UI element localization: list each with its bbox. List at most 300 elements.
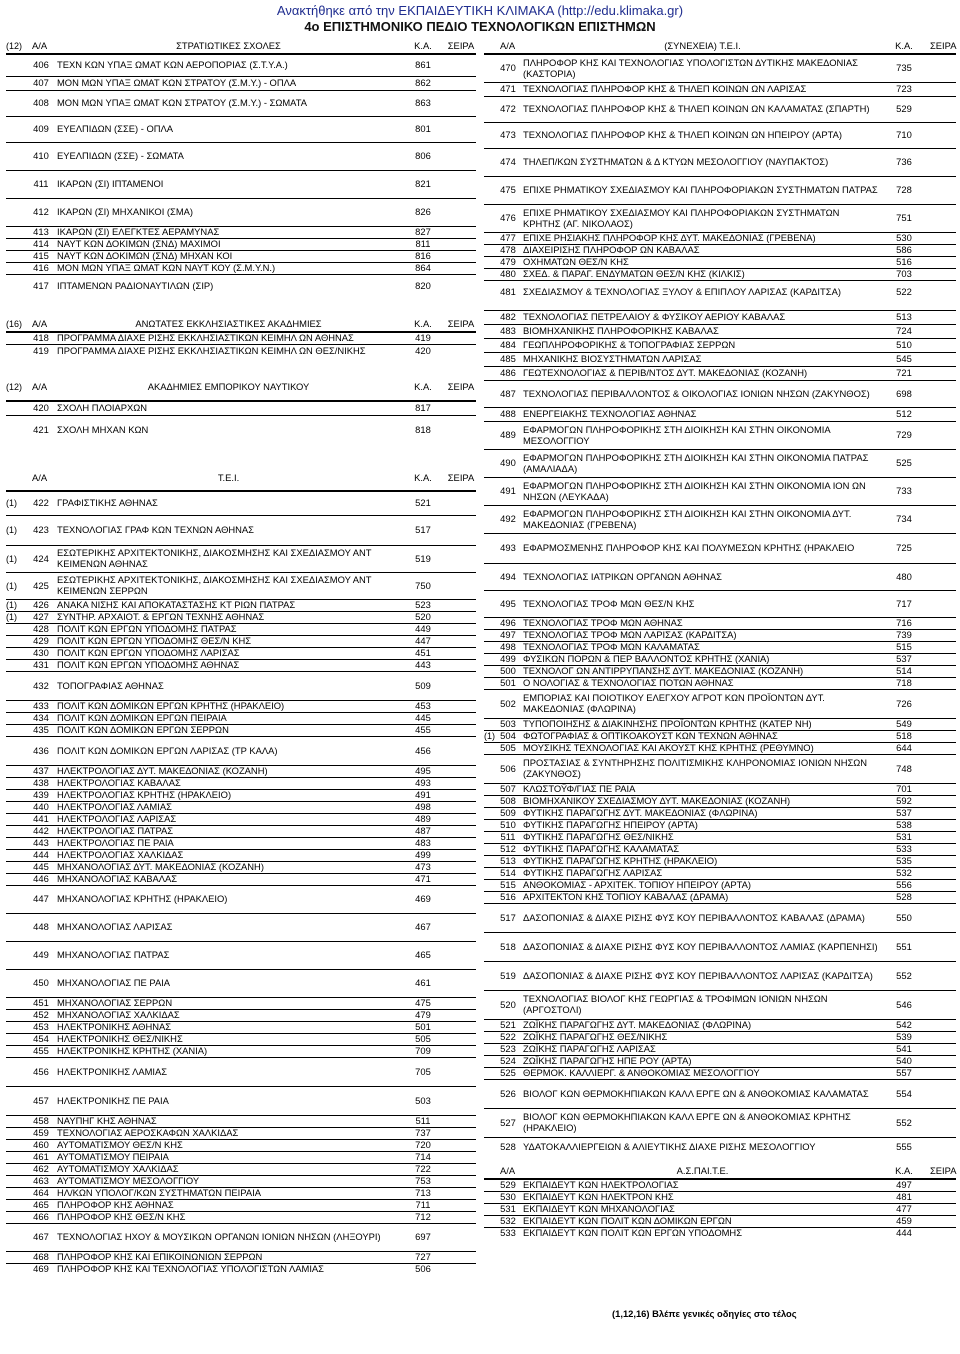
row-code: 503 xyxy=(500,718,516,730)
row-ka-code: 528 xyxy=(896,891,912,903)
row-spacer xyxy=(6,445,476,467)
table-row xyxy=(6,76,476,90)
row-ka-code: 467 xyxy=(415,921,431,933)
row-code: 476 xyxy=(500,212,516,224)
row-ka-code: 520 xyxy=(415,611,431,623)
row-ka-code: 739 xyxy=(896,629,912,641)
row-code: 530 xyxy=(500,1191,516,1203)
row-code: 468 xyxy=(33,1251,49,1263)
row-name: ΠΟΛΙΤ ΚΩΝ ΕΡΓΩΝ ΥΠΟΔΟΜΗΣ ΛΑΡΙΣΑΣ xyxy=(57,648,240,659)
row-code: 464 xyxy=(33,1187,49,1199)
table-row xyxy=(6,611,476,623)
row-note: (16) xyxy=(6,319,23,330)
row-name: ΗΛΕΚΤΡΟΛΟΓΙΑΣ ΠΑΤΡΑΣ xyxy=(57,826,174,837)
row-ka-code: 525 xyxy=(896,457,912,469)
row-name: ΠΛΗΡΟΦΟΡ ΚΗΣ ΚΑΙ ΤΕΧΝΟΛΟΓΙΑΣ ΥΠΟΛΟΓΙΣΤΩΝ ΛΑΜΙΑΣ xyxy=(57,1264,324,1275)
row-code: 461 xyxy=(33,1151,49,1163)
row-code: 502 xyxy=(500,697,516,709)
row-ka-code: 517 xyxy=(415,524,431,536)
row-name: ΜΟΝ ΜΩΝ ΥΠΑΞ ΩΜΑΤ ΚΩΝ ΝΑΥΤ ΚΟΥ (Σ.Μ.Υ.Ν.) xyxy=(57,263,276,274)
row-ka-code: 475 xyxy=(415,997,431,1009)
row-name: ΜΗΧΑΝΟΛΟΓΙΑΣ ΧΑΛΚΙΔΑΣ xyxy=(57,1010,180,1021)
row-code: 525 xyxy=(500,1067,516,1079)
row-ka-code: 726 xyxy=(896,697,912,709)
table-row xyxy=(6,274,476,298)
row-code: 462 xyxy=(33,1163,49,1175)
row-name: ΑΥΤΟΜΑΤΙΣΜΟΥ ΜΕΣΟΛΟΓΓΙΟΥ xyxy=(57,1176,200,1187)
table-row xyxy=(484,855,956,867)
row-ka-code: 538 xyxy=(896,819,912,831)
row-code: 435 xyxy=(33,724,49,736)
row-name: ΜΗΧΑΝΟΛΟΓΙΑΣ ΚΑΒΑΛΑΣ xyxy=(57,874,178,885)
row-ka-code: 750 xyxy=(415,579,431,591)
row-ka-code: 705 xyxy=(415,1065,431,1077)
table-row xyxy=(484,366,956,380)
row-ka-code: 864 xyxy=(415,262,431,274)
row-code: 408 xyxy=(33,97,49,109)
row-ka-code: 511 xyxy=(415,1115,431,1127)
row-ka-code: 451 xyxy=(415,647,431,659)
row-name: ΕΣΩΤΕΡΙΚΗΣ ΑΡΧΙΤΕΚΤΟΝΙΚΗΣ, ΔΙΑΚΟΣΜΗΣΗΣ ΚΑΙ ΣΧΕΔΙΑΣΜΟΥ ΑΝΤ ΚΕΙΜΕΝΩΝ ΣΕΡΡΩΝ xyxy=(57,575,372,596)
row-ka-code: 455 xyxy=(415,724,431,736)
row-name: ΗΛΕΚΤΡΟΝΙΚΗΣ ΚΡΗΤΗΣ (ΧΑΝΙΑ) xyxy=(57,1046,208,1057)
row-series: ΣΕΙΡΑ xyxy=(930,1165,957,1177)
table-row xyxy=(484,232,956,244)
row-ka-code: 737 xyxy=(415,1127,431,1139)
row-spacer xyxy=(6,358,476,375)
row-name: ΜΗΧΑΝΟΛΟΓΙΑΣ ΛΑΡΙΣΑΣ xyxy=(57,922,173,933)
row-name: ΘΕΡΜΟΚ. ΚΑΛΛΙΕΡΓ. & ΑΝΘΟΚΟΜΙΑΣ ΜΕΣΟΛΟΓΓΙΟΥ xyxy=(523,1068,760,1079)
row-spacer xyxy=(6,298,476,318)
table-row xyxy=(484,742,956,754)
table-row xyxy=(6,623,476,635)
table-row xyxy=(484,807,956,819)
row-code: 512 xyxy=(500,843,516,855)
row-name: ΤΕΧΝ ΚΩΝ ΥΠΑΞ ΩΜΑΤ ΚΩΝ ΑΕΡΟΠΟΡΙΑΣ (Σ.Τ.Υ.Α.) xyxy=(57,60,288,71)
row-code: Α/Α xyxy=(500,40,516,52)
row-name: ΜΗΧΑΝΟΛΟΓΙΑΣ ΔΥΤ. ΜΑΚΕΔΟΝΙΑΣ (ΚΟΖΑΝΗ) xyxy=(57,862,264,873)
row-code: 519 xyxy=(500,969,516,981)
row-ka-code: 532 xyxy=(896,867,912,879)
row-code: 482 xyxy=(500,311,516,323)
row-code: 424 xyxy=(33,552,49,564)
table-row xyxy=(6,736,476,765)
row-series: ΣΕΙΡΑ xyxy=(447,40,475,52)
table-row xyxy=(6,801,476,813)
table-row xyxy=(484,421,956,449)
row-code: 442 xyxy=(33,825,49,837)
row-spacer xyxy=(484,1157,956,1165)
row-name: ΣΤΡΑΤΙΩΤΙΚΕΣ ΣΧΟΛΕΣ xyxy=(176,41,281,52)
row-ka-code: 419 xyxy=(415,332,431,344)
row-name: ΤΕΧΝΟΛΟΓ ΩΝ ΑΝΤΙΡΡΥΠΑΝΣΗΣ ΔΥΤ. ΜΑΚΕΔΟΝΙΑΣ (ΚΟΖΑΝΗ) xyxy=(523,666,804,677)
table-row xyxy=(6,54,476,76)
row-code: 446 xyxy=(33,873,49,885)
table-row xyxy=(6,250,476,262)
row-code: 443 xyxy=(33,837,49,849)
table-row xyxy=(6,849,476,861)
row-ka-code: 703 xyxy=(896,268,912,280)
row-ka-code: 586 xyxy=(896,244,912,256)
row-ka-code: 499 xyxy=(415,849,431,861)
row-name: ΤΟΠΟΓΡΑΦΙΑΣ ΑΘΗΝΑΣ xyxy=(57,680,164,691)
row-code: Α/Α xyxy=(32,381,48,393)
table-row xyxy=(484,244,956,256)
row-ka-code: 801 xyxy=(415,123,431,135)
row-note: (1) xyxy=(484,731,495,742)
table-row xyxy=(6,1057,476,1086)
row-name: ΙΚΑΡΩΝ (ΣΙ) ΕΛΕΓΚΤΕΣ ΑΕΡΑΜΥΝΑΣ xyxy=(57,227,220,238)
table-row xyxy=(6,789,476,801)
row-code: 467 xyxy=(33,1231,49,1243)
row-ka-code: 509 xyxy=(415,679,431,691)
row-note: (1) xyxy=(6,600,17,611)
row-name: ΠΛΗΡΟΦΟΡ ΚΗΣ ΑΘΗΝΑΣ xyxy=(57,1200,174,1211)
row-name: ΕΠΙΧΕ ΡΗΜΑΤΙΚΟΥ ΣΧΕΔΙΑΣΜΟΥ ΚΑΙ ΠΛΗΡΟΦΟΡΙΑΚΩΝ ΣΥΣΤΗΜΑΤΩΝ ΠΑΤΡΑΣ xyxy=(523,185,878,196)
row-name: Α.Σ.ΠΑΙ.Τ.Ε. xyxy=(676,1166,729,1177)
row-name: ΤΕΧΝΟΛΟΓΙΑΣ ΠΕΤΡΕΛΑΙΟΥ & ΦΥΣΙΚΟΥ ΑΕΡΙΟΥ ΚΑΒΑΛΑΣ xyxy=(523,312,786,323)
table-row xyxy=(484,477,956,505)
row-name: ΔΑΣΟΠΟΝΙΑΣ & ΔΙΑΧΕ ΡΙΣΗΣ ΦΥΣ ΚΟΥ ΠΕΡΙΒΑΛΛΟΝΤΟΣ ΚΑΒΑΛΑΣ (ΔΡΑΜΑ) xyxy=(523,912,865,923)
row-name: ΣΧΟΛΗ ΜΗΧΑΝ ΚΩΝ xyxy=(57,425,149,436)
row-ka-code: 727 xyxy=(415,1251,431,1263)
table-row xyxy=(484,641,956,653)
row-ka-code: 535 xyxy=(896,855,912,867)
row-code: 523 xyxy=(500,1043,516,1055)
row-name: ΠΡΟΓΡΑΜΜΑ ΔΙΑΧΕ ΡΙΣΗΣ ΕΚΚΛΗΣΙΑΣΤΙΚΩΝ ΚΕΙΜΗΛ ΩΝ ΑΘΗΝΑΣ xyxy=(57,333,354,344)
row-ka-code: 712 xyxy=(415,1211,431,1223)
row-code: 421 xyxy=(33,424,49,436)
row-ka-code: 537 xyxy=(896,807,912,819)
table-row xyxy=(6,969,476,997)
row-ka-code: 710 xyxy=(896,129,912,141)
table-row xyxy=(484,819,956,831)
table-row xyxy=(484,54,956,82)
row-ka-code: 818 xyxy=(415,424,431,436)
table-row xyxy=(6,1251,476,1263)
row-name: ΖΩΪΚΗΣ ΠΑΡΑΓΩΓΗΣ ΛΑΡΙΣΑΣ xyxy=(523,1044,656,1055)
row-ka-code: 465 xyxy=(415,949,431,961)
row-code: 430 xyxy=(33,647,49,659)
row-code: 425 xyxy=(33,579,49,591)
row-name: ΑΡΧΙΤΕΚΤΟΝ ΚΗΣ ΤΟΠΙΟΥ ΚΑΒΑΛΑΣ (ΔΡΑΜΑ) xyxy=(523,892,729,903)
row-ka-code: 459 xyxy=(896,1215,912,1227)
table-row xyxy=(484,730,956,742)
table-row xyxy=(6,724,476,736)
table-row xyxy=(6,873,476,885)
row-code: 509 xyxy=(500,807,516,819)
table-row xyxy=(484,795,956,807)
table-row xyxy=(484,677,956,689)
row-note: (12) xyxy=(6,382,23,393)
row-name: ΤΥΠΟΠΟΙΗΣΗΣ & ΔΙΑΚΙΝΗΣΗΣ ΠΡΟΪΟΝΤΩΝ ΚΡΗΤΗΣ (ΚΑΤΕΡ ΝΗ) xyxy=(523,719,812,730)
row-name: ΜΗΧΑΝΟΛΟΓΙΑΣ ΠΕ ΡΑΙΑ xyxy=(57,978,171,989)
row-code: 451 xyxy=(33,997,49,1009)
row-ka-code: 722 xyxy=(415,1163,431,1175)
row-code: 487 xyxy=(500,387,516,399)
table-row xyxy=(6,941,476,969)
row-code: 450 xyxy=(33,977,49,989)
row-code: 456 xyxy=(33,1065,49,1077)
row-code: 495 xyxy=(500,597,516,609)
row-ka-code: 510 xyxy=(896,339,912,351)
row-name: ΤΕΧΝΟΛΟΓΙΑΣ ΠΛΗΡΟΦΟΡ ΚΗΣ & ΤΗΛΕΠ ΚΟΙΝΩΝ ΩΝ ΗΠΕΙΡΟΥ (ΑΡΤΑ) xyxy=(523,130,842,141)
table-row xyxy=(484,843,956,855)
row-name: ΤΕΧΝΟΛΟΓΙΑΣ ΤΡΟΦ ΜΩΝ ΚΑΛΑΜΑΤΑΣ xyxy=(523,642,700,653)
row-name: ΜΟΥΣΙΚΗΣ ΤΕΧΝΟΛΟΓΙΑΣ ΚΑΙ ΑΚΟΥΣΤ ΚΗΣ ΚΡΗΤΗΣ (ΡΕΘΥΜΝΟ) xyxy=(523,743,814,754)
row-code: 439 xyxy=(33,789,49,801)
table-row xyxy=(6,712,476,724)
table-row xyxy=(484,831,956,843)
row-name: ΠΟΛΙΤ ΚΩΝ ΔΟΜΙΚΩΝ ΕΡΓΩΝ ΚΡΗΤΗΣ (ΗΡΑΚΛΕΙΟ) xyxy=(57,701,285,712)
table-row xyxy=(6,572,476,599)
table-row xyxy=(6,1199,476,1211)
row-name: ΕΚΠΑΙΔΕΥΤ ΚΩΝ ΗΛΕΚΤΡΟΝ ΚΗΣ xyxy=(523,1192,674,1203)
table-row xyxy=(6,1045,476,1057)
row-code: Α/Α xyxy=(500,1165,516,1177)
table-row xyxy=(484,122,956,148)
row-code: 473 xyxy=(500,129,516,141)
row-ka-code: 557 xyxy=(896,1067,912,1079)
row-code: 457 xyxy=(33,1094,49,1106)
row-code: 444 xyxy=(33,849,49,861)
row-name: ΤΕΧΝΟΛΟΓΙΑΣ ΤΡΟΦ ΜΩΝ ΑΘΗΝΑΣ xyxy=(523,618,683,629)
row-name: ΑΝΑΚΑ ΝΙΣΗΣ ΚΑΙ ΑΠΟΚΑΤΑΣΤΑΣΗΣ ΚΤ ΡΙΩΝ ΠΑΤΡΑΣ xyxy=(57,600,296,611)
row-name: ΜΗΧΑΝΟΛΟΓΙΑΣ ΣΕΡΡΩΝ xyxy=(57,998,173,1009)
row-name: ΗΛΕΚΤΡΟΝΙΚΗΣ ΑΘΗΝΑΣ xyxy=(57,1022,172,1033)
row-code: 406 xyxy=(33,59,49,71)
row-name: ΤΕΧΝΟΛΟΓΙΑΣ ΠΛΗΡΟΦΟΡ ΚΗΣ & ΤΗΛΕΠ ΚΟΙΝΩΝ ΩΝ ΛΑΡΙΣΑΣ xyxy=(523,84,807,95)
row-name: ΤΕΧΝΟΛΟΓΙΑΣ ΑΕΡΟΣΚΑΦΩΝ ΧΑΛΚΙΔΑΣ xyxy=(57,1128,239,1139)
row-name: ΠΡΟΣΤΑΣΙΑΣ & ΣΥΝΤΗΡΗΣΗΣ ΠΟΛΙΤΙΣΜΙΚΗΣ ΚΛΗΡΟΝΟΜΙΑΣ ΙΟΝΙΩΝ ΝΗΣΩΝ (ΖΑΚΥΝΘΟΣ) xyxy=(523,758,868,779)
row-name: ΑΥΤΟΜΑΤΙΣΜΟΥ ΘΕΣ/Ν ΚΗΣ xyxy=(57,1140,183,1151)
row-ka-code: 713 xyxy=(415,1187,431,1199)
row-ka-code: 483 xyxy=(415,837,431,849)
row-name: ΤΕΧΝΟΛΟΓΙΑΣ ΤΡΟΦ ΜΩΝ ΛΑΡΙΣΑΣ (ΚΑΡΔΙΤΣΑ) xyxy=(523,630,737,641)
row-ka-code: 592 xyxy=(896,795,912,807)
row-ka-code: 519 xyxy=(415,552,431,564)
row-code: 490 xyxy=(500,457,516,469)
table-row xyxy=(484,148,956,176)
row-series: ΣΕΙΡΑ xyxy=(447,318,475,330)
table-row xyxy=(484,665,956,677)
row-ka-code: 443 xyxy=(415,659,431,671)
table-row xyxy=(484,1067,956,1079)
table-row xyxy=(484,1227,956,1239)
row-name: ΜΗΧΑΝΟΛΟΓΙΑΣ ΠΑΤΡΑΣ xyxy=(57,950,170,961)
row-ka-code: 491 xyxy=(415,789,431,801)
row-name: ΗΛΕΚΤΡΟΛΟΓΙΑΣ ΚΡΗΤΗΣ (ΗΡΑΚΛΕΙΟ) xyxy=(57,790,232,801)
row-ka-code: Κ.Α. xyxy=(414,381,432,393)
row-name: ΔΑΣΟΠΟΝΙΑΣ & ΔΙΑΧΕ ΡΙΣΗΣ ΦΥΣ ΚΟΥ ΠΕΡΙΒΑΛΛΟΝΤΟΣ ΛΑΜΙΑΣ (ΚΑΡΠΕΝΗΣΙ) xyxy=(523,941,878,952)
row-ka-code: 501 xyxy=(415,1021,431,1033)
row-series: ΣΕΙΡΑ xyxy=(447,381,475,393)
row-ka-code: 518 xyxy=(896,730,912,742)
table-row xyxy=(484,533,956,563)
row-name: ΗΛΕΚΤΡΟΛΟΓΙΑΣ ΧΑΛΚΙΔΑΣ xyxy=(57,850,184,861)
row-code: 501 xyxy=(500,677,516,689)
row-code: 432 xyxy=(33,679,49,691)
row-code: 494 xyxy=(500,570,516,582)
row-code: 474 xyxy=(500,156,516,168)
row-name: ΕΣΩΤΕΡΙΚΗΣ ΑΡΧΙΤΕΚΤΟΝΙΚΗΣ, ΔΙΑΚΟΣΜΗΣΗΣ ΚΑΙ ΣΧΕΔΙΑΣΜΟΥ ΑΝΤ ΚΕΙΜΕΝΩΝ ΑΘΗΝΑΣ xyxy=(57,548,372,569)
table-row xyxy=(6,861,476,873)
row-name: ΠΛΗΡΟΦΟΡ ΚΗΣ ΚΑΙ ΕΠΙΚΟΙΝΩΝΙΩΝ ΣΕΡΡΩΝ xyxy=(57,1252,263,1263)
table-row xyxy=(6,635,476,647)
table-row xyxy=(6,1115,476,1127)
row-ka-code: 537 xyxy=(896,653,912,665)
table-row xyxy=(484,176,956,204)
row-ka-code: 697 xyxy=(415,1231,431,1243)
table-row xyxy=(484,256,956,268)
left-table xyxy=(6,40,476,1275)
row-series: ΣΕΙΡΑ xyxy=(930,40,957,52)
table-header-row xyxy=(6,318,476,332)
row-ka-code: 461 xyxy=(415,977,431,989)
row-code: 411 xyxy=(33,178,49,190)
table-row xyxy=(6,491,476,515)
row-ka-code: 447 xyxy=(415,635,431,647)
row-ka-code: 497 xyxy=(896,1179,912,1191)
row-ka-code: 862 xyxy=(415,77,431,89)
table-row xyxy=(484,1079,956,1108)
table-row xyxy=(6,1223,476,1251)
row-code: 517 xyxy=(500,911,516,923)
row-code: Α/Α xyxy=(32,318,48,330)
row-code: 527 xyxy=(500,1116,516,1128)
table-row xyxy=(6,198,476,226)
table-row xyxy=(6,1263,476,1275)
table-row xyxy=(484,1215,956,1227)
row-ka-code: 716 xyxy=(896,617,912,629)
row-ka-code: 552 xyxy=(896,1116,912,1128)
row-ka-code: 449 xyxy=(415,623,431,635)
row-name: ΤΗΛΕΠ/ΚΩΝ ΣΥΣΤΗΜΑΤΩΝ & Δ ΚΤΥΩΝ ΜΕΣΟΛΟΓΓΙΟΥ (ΝΑΥΠΑΚΤΟΣ) xyxy=(523,157,829,168)
row-ka-code: 826 xyxy=(415,206,431,218)
row-ka-code: 816 xyxy=(415,250,431,262)
row-name: ΙΠΤΑΜΕΝΩΝ ΡΑΔΙΟΝΑΥΤΙΛΩΝ (ΣΙΡ) xyxy=(57,281,214,292)
row-name: ΣΧΟΛΗ ΠΛΟΙΑΡΧΩΝ xyxy=(57,403,148,414)
row-name: ΦΥΤΙΚΗΣ ΠΑΡΑΓΩΓΗΣ ΘΕΣ/ΝΙΚΗΣ xyxy=(523,832,674,843)
row-ka-code: 420 xyxy=(415,345,431,357)
row-code: 514 xyxy=(500,867,516,879)
row-ka-code: 714 xyxy=(415,1151,431,1163)
row-name: ΓΕΩΤΕΧΝΟΛΟΓΙΑΣ & ΠΕΡΙΒ/ΝΤΟΣ ΔΥΤ. ΜΑΚΕΔΟΝΙΑΣ (ΚΟΖΑΝΗ) xyxy=(523,368,808,379)
row-name: ΒΙΟΛΟΓ ΚΩΝ ΘΕΡΜΟΚΗΠΙΑΚΩΝ ΚΑΛΛ ΕΡΓΕ ΩΝ & ΑΝΘΟΚΟΜΙΑΣ ΚΑΛΑΜΑΤΑΣ xyxy=(523,1088,869,1099)
row-name: ΤΕΧΝΟΛΟΓΙΑΣ ΓΡΑΦ ΚΩΝ ΤΕΧΝΩΝ ΑΘΗΝΑΣ xyxy=(57,525,254,536)
row-ka-code: 514 xyxy=(896,665,912,677)
row-ka-code: 551 xyxy=(896,940,912,952)
row-ka-code: 453 xyxy=(415,700,431,712)
row-ka-code: 554 xyxy=(896,1087,912,1099)
row-ka-code: Κ.Α. xyxy=(414,318,432,330)
table-row xyxy=(6,1151,476,1163)
row-name: ΦΩΤΟΓΡΑΦΙΑΣ & ΟΠΤΙΚΟΑΚΟΥΣΤ ΚΩΝ ΤΕΧΝΩΝ ΑΘΗΝΑΣ xyxy=(523,731,778,742)
row-ka-code: Κ.Α. xyxy=(895,1165,913,1177)
row-code: 436 xyxy=(33,744,49,756)
row-ka-code: 506 xyxy=(415,1263,431,1275)
row-code: Α/Α xyxy=(32,472,48,484)
table-header-row xyxy=(6,375,476,401)
row-ka-code: 711 xyxy=(415,1199,431,1211)
row-code: 484 xyxy=(500,339,516,351)
row-code: 423 xyxy=(33,524,49,536)
row-code: 522 xyxy=(500,1031,516,1043)
row-ka-code: 521 xyxy=(415,497,431,509)
row-name: ΕΜΠΟΡΙΑΣ ΚΑΙ ΠΟΙΟΤΙΚΟΥ ΕΛΕΓΧΟΥ ΑΓΡΟΤ ΚΩΝ ΠΡΟΪΟΝΤΩΝ ΔΥΤ. ΜΑΚΕΔΟΝΙΑΣ (ΦΛΩΡΙΝΑ) xyxy=(523,693,825,714)
table-row xyxy=(6,700,476,712)
row-name: ΠΟΛΙΤ ΚΩΝ ΔΟΜΙΚΩΝ ΕΡΓΩΝ ΣΕΡΡΩΝ xyxy=(57,725,229,736)
row-ka-code: 445 xyxy=(415,712,431,724)
row-name: ΑΝΩΤΑΤΕΣ ΕΚΚΛΗΣΙΑΣΤΙΚΕΣ ΑΚΑΔΗΜΙΕΣ xyxy=(135,319,322,330)
row-code: 481 xyxy=(500,286,516,298)
table-row xyxy=(6,545,476,572)
row-ka-code: 477 xyxy=(896,1203,912,1215)
row-ka-code: 723 xyxy=(896,83,912,95)
row-name: ΚΛΩΣΤΟΫΦ/ΓΙΑΣ ΠΕ ΡΑΙΑ xyxy=(523,784,636,795)
row-note: (1) xyxy=(6,612,17,623)
row-ka-code: 720 xyxy=(415,1139,431,1151)
row-name: ΟΧΗΜΑΤΩΝ ΘΕΣ/Ν ΚΗΣ xyxy=(523,257,629,268)
row-ka-code: 495 xyxy=(415,765,431,777)
row-name: ΕΦΑΡΜΟΓΩΝ ΠΛΗΡΟΦΟΡΙΚΗΣ ΣΤΗ ΔΙΟΙΚΗΣΗ ΚΑΙ ΣΤΗΝ ΟΙΚΟΝΟΜΙΑ ΙΟΝ ΩΝ ΝΗΣΩΝ (ΛΕΥΚΑΔΑ) xyxy=(523,480,866,502)
row-code: 412 xyxy=(33,206,49,218)
row-ka-code: 811 xyxy=(415,238,431,250)
row-note: (1) xyxy=(6,553,17,564)
row-code: 441 xyxy=(33,813,49,825)
row-name: ΗΛΕΚΤΡΟΛΟΓΙΑΣ ΛΑΜΙΑΣ xyxy=(57,802,172,813)
row-code: 475 xyxy=(500,184,516,196)
row-name: ΓΡΑΦΙΣΤΙΚΗΣ ΑΘΗΝΑΣ xyxy=(57,498,158,509)
row-name: ΠΛΗΡΟΦΟΡ ΚΗΣ ΚΑΙ ΤΕΧΝΟΛΟΓΙΑΣ ΥΠΟΛΟΓΙΣΤΩΝ ΔΥΤΙΚΗΣ ΜΑΚΕΔΟΝΙΑΣ (ΚΑΣΤΟΡΙΑ) xyxy=(523,57,858,79)
row-name: ΠΟΛΙΤ ΚΩΝ ΕΡΓΩΝ ΥΠΟΔΟΜΗΣ ΘΕΣ/Ν ΚΗΣ xyxy=(57,636,252,647)
table-row xyxy=(484,783,956,795)
row-name: ΗΛΕΚΤΡΟΝΙΚΗΣ ΛΑΜΙΑΣ xyxy=(57,1066,168,1077)
row-name: ΔΙΑΧΕΙΡΙΣΗΣ ΠΛΗΡΟΦΟΡ ΩΝ ΚΑΒΑΛΑΣ xyxy=(523,245,700,256)
row-code: 528 xyxy=(500,1141,516,1153)
table-row xyxy=(484,754,956,783)
row-code: 507 xyxy=(500,783,516,795)
row-ka-code: 728 xyxy=(896,184,912,196)
table-row xyxy=(484,629,956,641)
table-row xyxy=(484,1137,956,1157)
row-name: ΜΗΧΑΝΙΚΗΣ ΒΙΟΣΥΣΤΗΜΑΤΩΝ ΛΑΡΙΣΑΣ xyxy=(523,354,702,365)
row-name: ΗΛΕΚΤΡΟΝΙΚΗΣ ΘΕΣ/ΝΙΚΗΣ xyxy=(57,1034,183,1045)
row-name: ΦΥΤΙΚΗΣ ΠΑΡΑΓΩΓΗΣ ΚΡΗΤΗΣ (ΗΡΑΚΛΕΙΟ) xyxy=(523,856,718,867)
row-ka-code: 861 xyxy=(415,59,431,71)
row-name: ΕΚΠΑΙΔΕΥΤ ΚΩΝ ΗΛΕΚΤΡΟΛΟΓΙΑΣ xyxy=(523,1180,679,1191)
table-row xyxy=(484,324,956,338)
row-code: 491 xyxy=(500,485,516,497)
row-name: ΗΛΕΚΤΡΟΛΟΓΙΑΣ ΔΥΤ. ΜΑΚΕΔΟΝΙΑΣ (ΚΟΖΑΝΗ) xyxy=(57,766,268,777)
row-name: ΒΙΟΜΗΧΑΝΙΚΟΥ ΣΧΕΔΙΑΣΜΟΥ ΔΥΤ. ΜΑΚΕΔΟΝΙΑΣ (ΚΟΖΑΝΗ) xyxy=(523,796,791,807)
row-code: 445 xyxy=(33,861,49,873)
row-name: ΦΥΤΙΚΗΣ ΠΑΡΑΓΩΓΗΣ ΔΥΤ. ΜΑΚΕΔΟΝΙΑΣ (ΦΛΩΡΙΝΑ) xyxy=(523,808,758,819)
row-code: 485 xyxy=(500,353,516,365)
table-header-row xyxy=(6,467,476,491)
row-name: ΖΩΪΚΗΣ ΠΑΡΑΓΩΓΗΣ ΘΕΣ/ΝΙΚΗΣ xyxy=(523,1032,668,1043)
field-title: 4ο ΕΠΙΣΤΗΜΟΝΙΚΟ ΠΕΔΙΟ ΤΕΧΝΟΛΟΓΙΚΩΝ ΕΠΙΣΤΗΜΩΝ xyxy=(304,19,656,34)
table-row xyxy=(484,990,956,1019)
row-name: ΝΑΥΠΗΓ ΚΗΣ ΑΘΗΝΑΣ xyxy=(57,1116,157,1127)
row-note: (12) xyxy=(6,41,23,52)
row-name: ΖΩΪΚΗΣ ΠΑΡΑΓΩΓΗΣ ΔΥΤ. ΜΑΚΕΔΟΝΙΑΣ (ΦΛΩΡΙΝΑ) xyxy=(523,1020,752,1031)
row-name: ΤΕΧΝΟΛΟΓΙΑΣ ΠΕΡΙΒΑΛΛΟΝΤΟΣ & ΟΙΚΟΛΟΓΙΑΣ ΙΟΝΙΩΝ ΝΗΣΩΝ (ΖΑΚΥΝΘΟΣ) xyxy=(523,388,870,399)
row-code: 524 xyxy=(500,1055,516,1067)
table-row xyxy=(484,96,956,122)
table-row xyxy=(6,599,476,611)
row-code: 477 xyxy=(500,232,516,244)
